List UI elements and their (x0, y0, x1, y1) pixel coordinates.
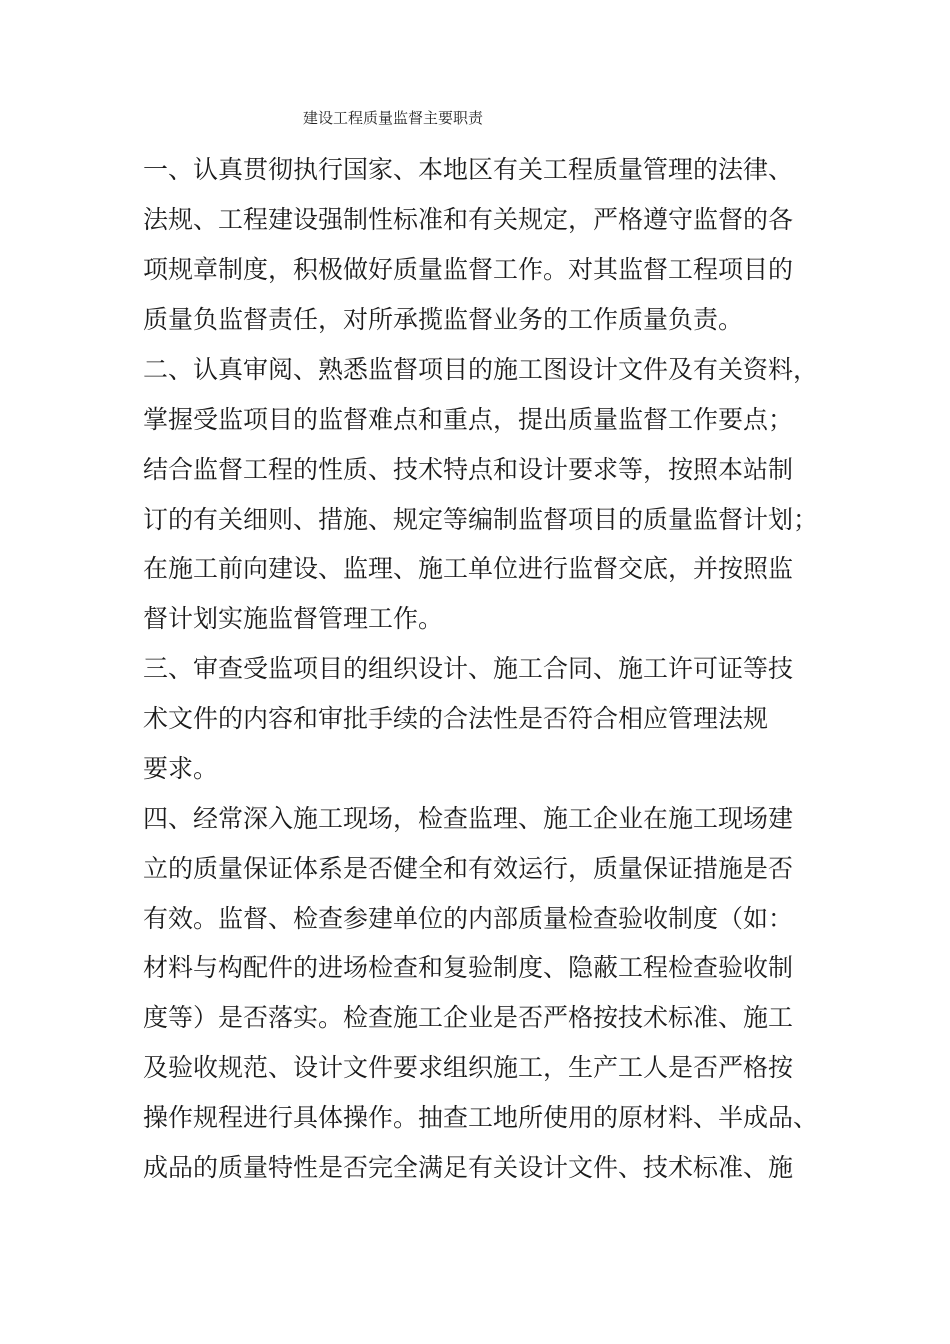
text-line: 订的有关细则、措施、规定等编制监督项目的质量监督计划； (143, 505, 819, 534)
text-line: 及验收规范、设计文件要求组织施工，生产工人是否严格按 (143, 1053, 794, 1082)
text-line: 三、审查受监项目的组织设计、施工合同、施工许可证等技 (143, 654, 794, 683)
text-line: 立的质量保证体系是否健全和有效运行，质量保证措施是否 (143, 854, 794, 883)
text-line: 材料与构配件的进场检查和复验制度、隐蔽工程检查验收制 (143, 953, 794, 982)
text-line: 度等）是否落实。检查施工企业是否严格按技术标准、施工 (143, 1003, 794, 1032)
text-line: 掌握受监项目的监督难点和重点，提出质量监督工作要点； (143, 405, 794, 434)
text-line: 结合监督工程的性质、技术特点和设计要求等，按照本站制 (143, 455, 794, 484)
document-title: 建设工程质量监督主要职责 (303, 109, 484, 127)
text-line: 操作规程进行具体操作。抽查工地所使用的原材料、半成品、 (143, 1103, 819, 1132)
text-line: 督计划实施监督管理工作。 (143, 604, 444, 633)
text-line: 在施工前向建设、监理、施工单位进行监督交底，并按照监 (143, 554, 794, 583)
text-line: 四、经常深入施工现场，检查监理、施工企业在施工现场建 (143, 804, 794, 833)
text-line: 质量负监督责任，对所承揽监督业务的工作质量负责。 (143, 305, 744, 334)
text-line: 要求。 (143, 754, 219, 783)
text-line: 成品的质量特性是否完全满足有关设计文件、技术标准、施 (143, 1153, 794, 1182)
text-line: 法规、工程建设强制性标准和有关规定，严格遵守监督的各 (143, 205, 794, 234)
text-line: 一、认真贯彻执行国家、本地区有关工程质量管理的法律、 (143, 155, 794, 184)
text-line: 术文件的内容和审批手续的合法性是否符合相应管理法规 (143, 704, 769, 733)
text-line: 项规章制度，积极做好质量监督工作。对其监督工程项目的 (143, 255, 794, 284)
text-line: 有效。监督、检查参建单位的内部质量检查验收制度（如： (143, 904, 794, 933)
text-line: 二、认真审阅、熟悉监督项目的施工图设计文件及有关资料， (143, 355, 819, 384)
